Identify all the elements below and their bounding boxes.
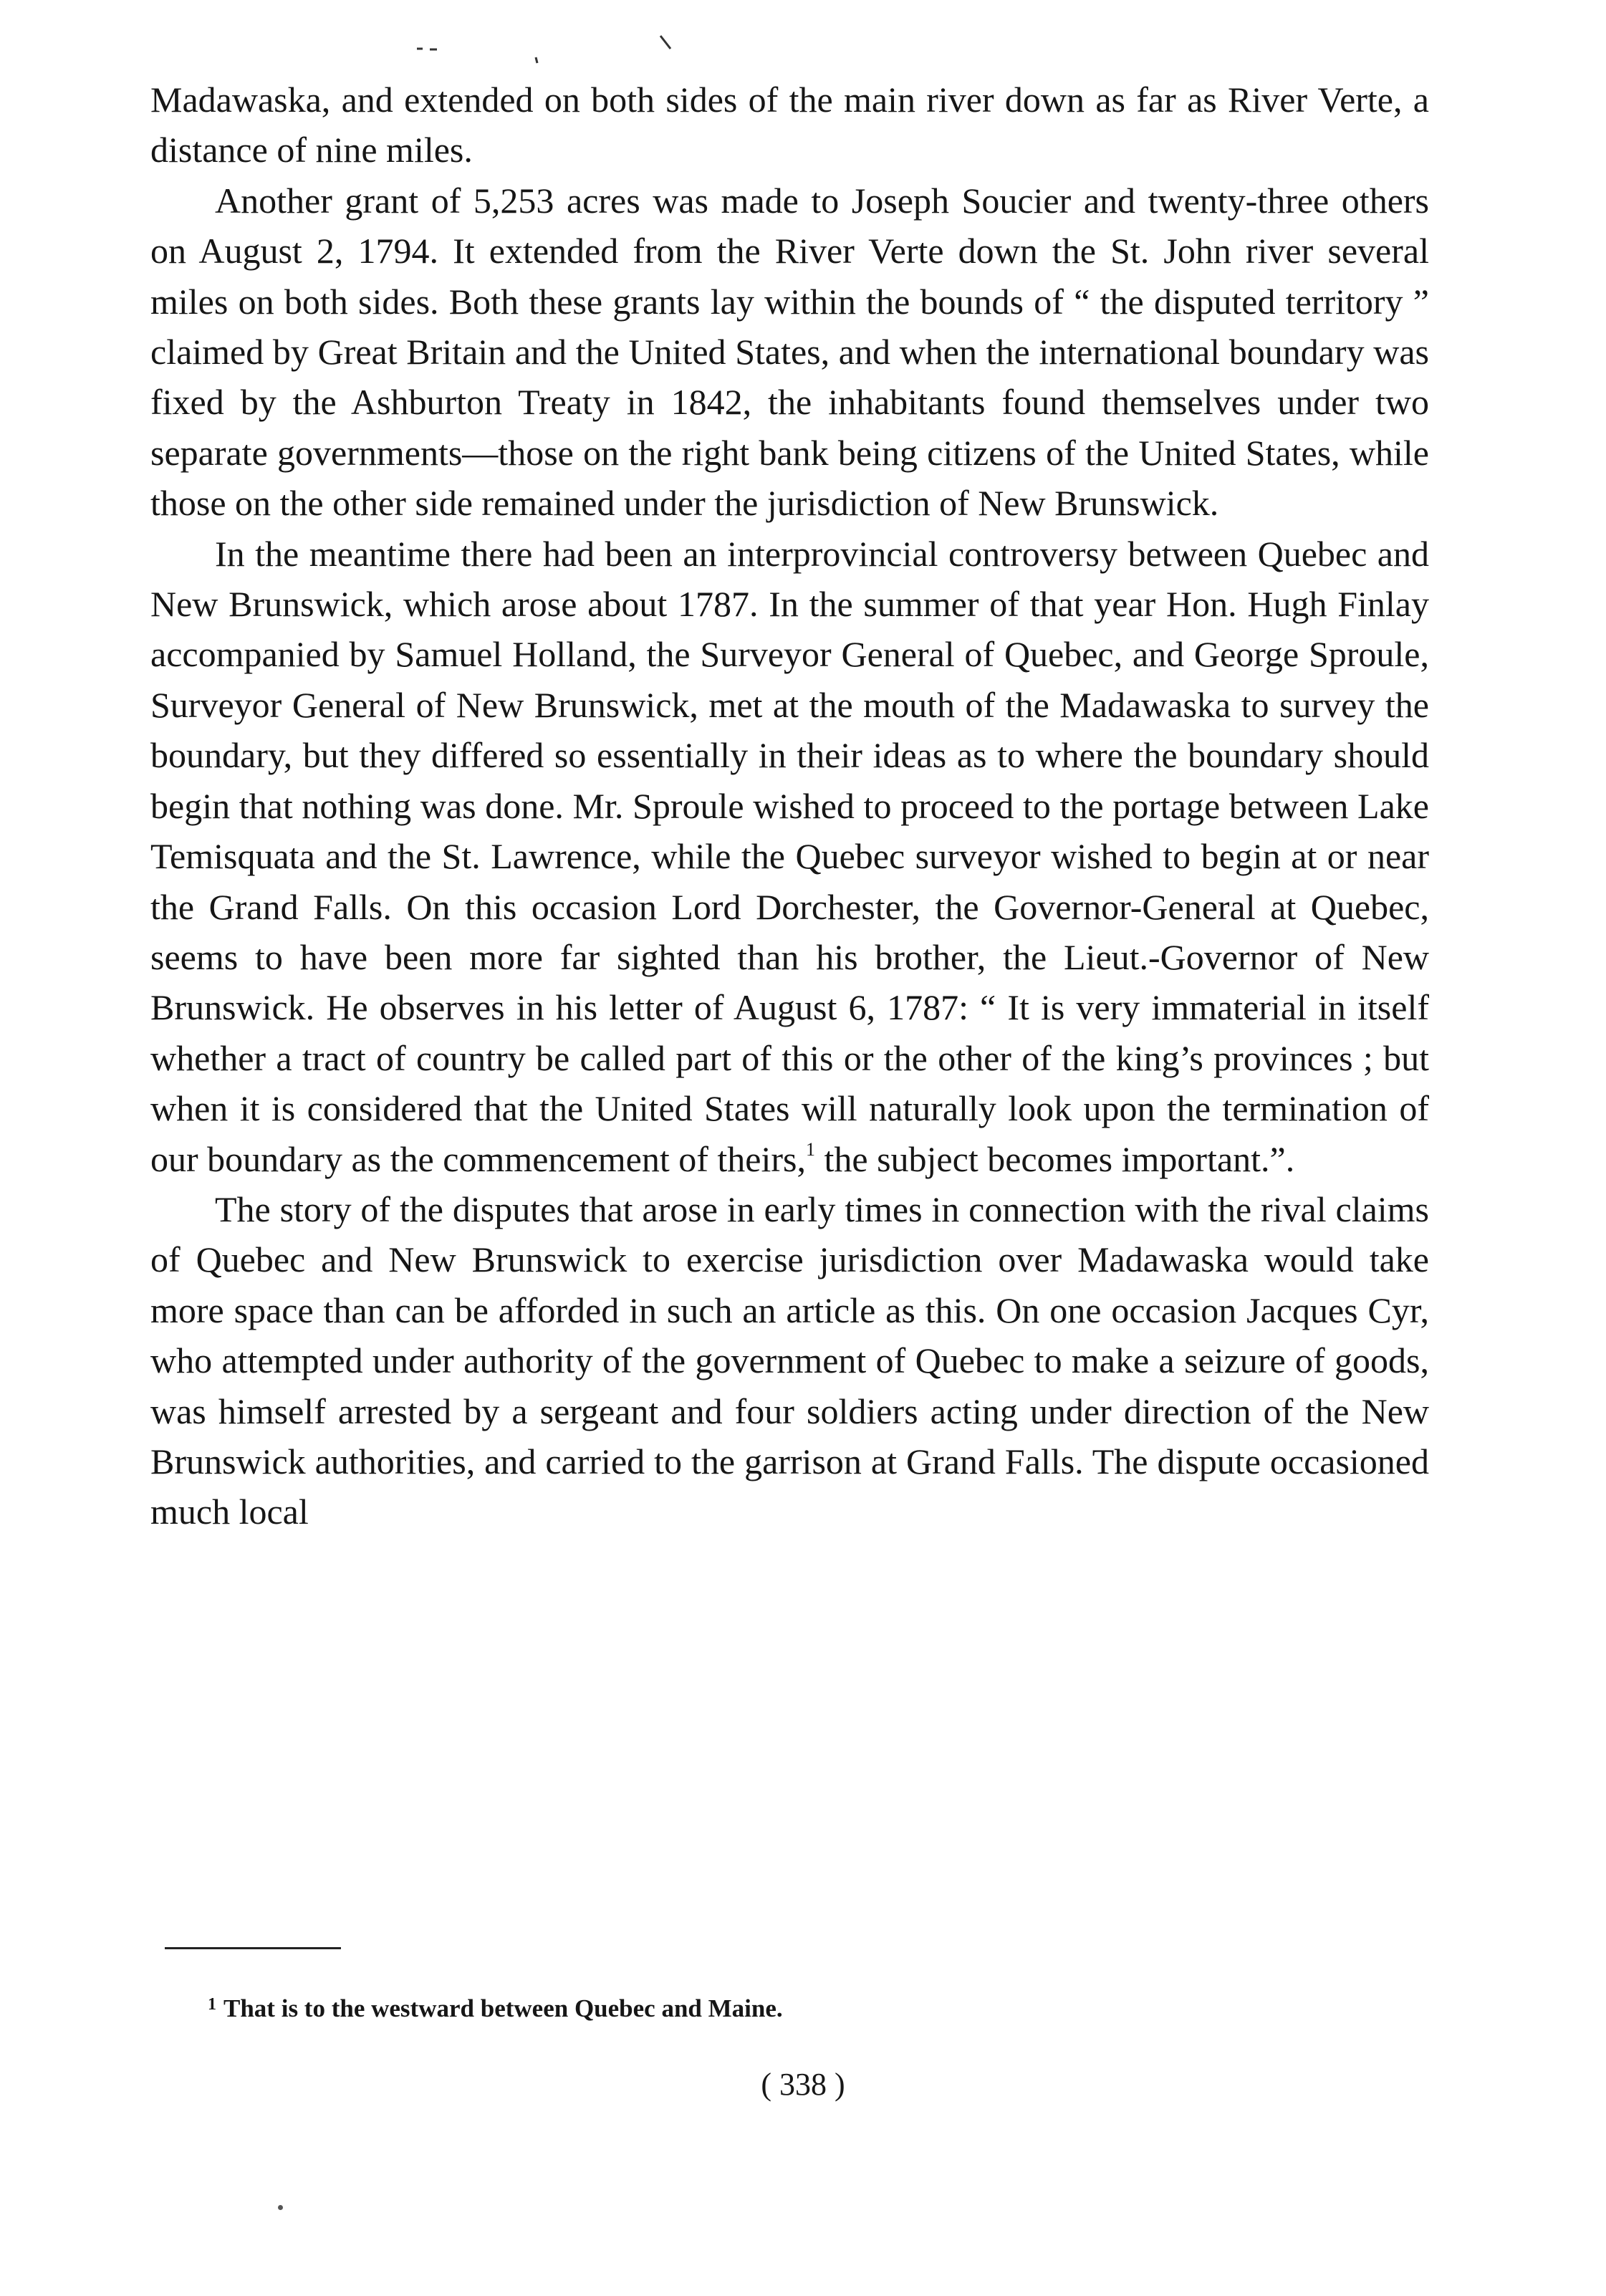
footnote-divider — [165, 1947, 341, 1949]
paragraph-4: The story of the disputes that arose in early times in connection with the rival claims of Quebec and New Brunswick to exercise jurisdiction over Madawaska would take more space than can be afforded in such an article as this. On one occasion Jacques Cyr, who attempted under authority of the government of Quebec to make a seizure of goods, was himself arrested by a sergeant and four soldiers acting under direction of the New Brunswick authorities, and carried to the garrison at Grand Falls. The dispute occasioned much local — [150, 1188, 1429, 1532]
paragraph-3-text: In the meantime there had been an interprovincial controversy between Quebec and New Brunswick, which arose about 1787. In the summer of that year Hon. Hugh Finlay accompanied by Samuel Holland, the Surveyor General of Quebec, and George Sproule, Surveyor General of New Brunswick, met at the mouth of the Madawaska to survey the boundary, but they differed so essentially in their ideas as to where the boundary should begin that nothing was done. Mr. Sproule wished to proceed to the portage between Lake Temisquata and the St. Lawrence, while the Quebec surveyor wished to begin at or near the Grand Falls. On this occasion Lord Dorchester, the Governor-General at Quebec, seems to have been more far sighted than his brother, the Lieut.-Governor of New Brunswick. He observes in his letter of August 6, 1787: “ It is very immaterial in itself whether a tract of country be called part of this or the other of the king’s provinces ; but when it is considered that the United States will naturally look upon the termination of our boundary as the commencement of theirs, — [150, 533, 1429, 1179]
paragraph-1: Madawaska, and extended on both sides of the main river down as far as River Verte, a distance of nine miles. — [150, 80, 1429, 170]
scan-marks — [401, 20, 702, 77]
footnote-text: That is to the westward between Quebec and Maine. — [223, 1994, 783, 2022]
paragraph-3-tail: the subject becomes important.”. — [815, 1138, 1295, 1179]
body-text — [150, 75, 1429, 1537]
footnote-reference[interactable]: 1 — [806, 1138, 815, 1160]
paragraph-2: Another grant of 5,253 acres was made to Joseph Soucier and twenty-three others on August 2, 1794. It extended from the River Verte down the St. John river several miles on both sides. Both these grants lay within the bounds of “ the disputed territory ” claimed by Great Britain and the United States, and when the international boundary was fixed by the Ashburton Treaty in 1842, the inhabitants found themselves under two separate governments—those on the right bank being citizens of the United States, while those on the other side remained under the jurisdiction of New Brunswick. — [150, 180, 1429, 524]
paragraph-3 — [150, 529, 1429, 1184]
footnote — [208, 1989, 1354, 2024]
scan-speck — [278, 2205, 283, 2210]
scan-mark-tick — [536, 57, 537, 63]
footnote-marker: 1 — [208, 1995, 216, 2014]
page-number: ( 338 ) — [761, 2067, 845, 2102]
scan-mark-slash — [660, 36, 670, 49]
